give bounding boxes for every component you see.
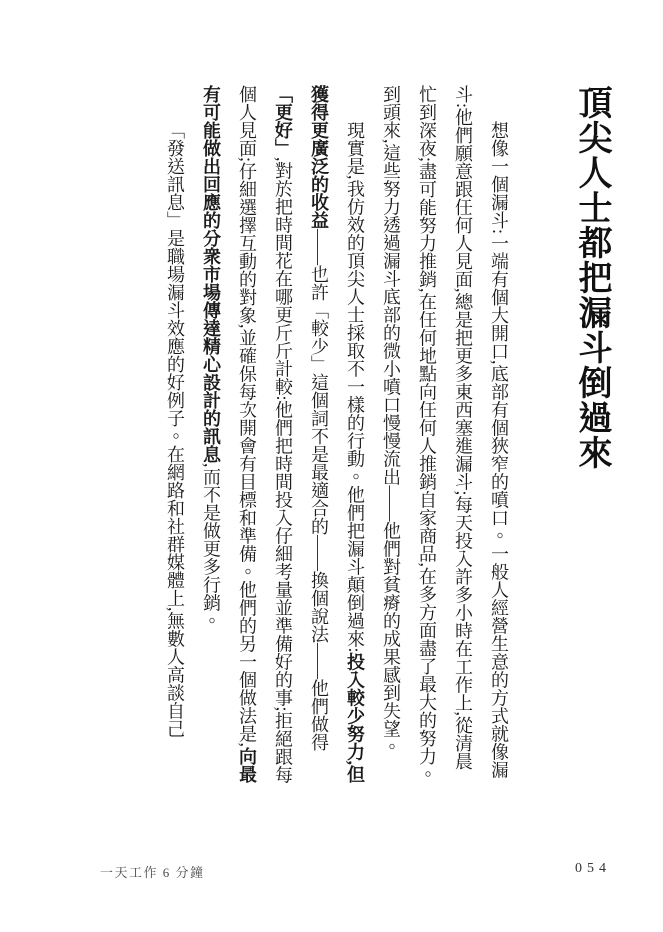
text-segment: ,而不是做更多行銷。 bbox=[201, 463, 221, 630]
text-segment-bold: 投入較少努力,但獲得更廣泛的收益 bbox=[309, 85, 365, 784]
text-segment: ,對於把時間花在哪更斤斤計較:他們把時間投入仔細考量並準備好的事;拒絕跟每個人見面;仔細選擇互動的對象,並確保每次開會有目標和準備。他們的另一個做法是, bbox=[237, 85, 293, 784]
text-segment: ——也許「較少」這個詞不是最適合的——換個說法——他們做得 bbox=[309, 229, 329, 751]
text-segment-bold: 「更好」 bbox=[273, 85, 293, 157]
paragraph bbox=[373, 85, 517, 785]
text-segment: 「發送訊息」是職場漏斗效應的好例子。在網路和社群媒體上,無數人高談自己 bbox=[165, 121, 185, 738]
paragraph bbox=[157, 85, 193, 785]
text-segment: 現實是,我仿效的頂尖人士採取不一樣的行動。他們把漏斗顛倒過來: bbox=[345, 121, 365, 653]
chapter-title: 頂尖人士都把漏斗倒過來 bbox=[573, 85, 610, 470]
footer-running-title: 一天工作 6 分鐘 bbox=[100, 865, 205, 880]
vertical-text-block bbox=[157, 85, 613, 785]
paragraph bbox=[193, 85, 373, 785]
text-segment: 想像一個漏斗:一端有個大開口,底部有個狹窄的噴口。一般人經營生意的方式就像漏斗:他們願意跟任何人見面,總是把更多東西塞進漏斗;每天投入許多小時在工作上,從清晨忙到深夜;盡可能努力推銷,在任何地點向任何人推銷自家商品,在多方面盡了最大的努力。到頭來,這些努力透過漏斗底部的微小噴口慢慢流出——他們對貧瘠的成果感到失望。 bbox=[381, 85, 509, 784]
footer-page-number: 054 bbox=[575, 861, 611, 876]
text-segment-bold: 向最有可能做出回應的分衆市場傳達精心設計的訊息 bbox=[201, 85, 257, 784]
